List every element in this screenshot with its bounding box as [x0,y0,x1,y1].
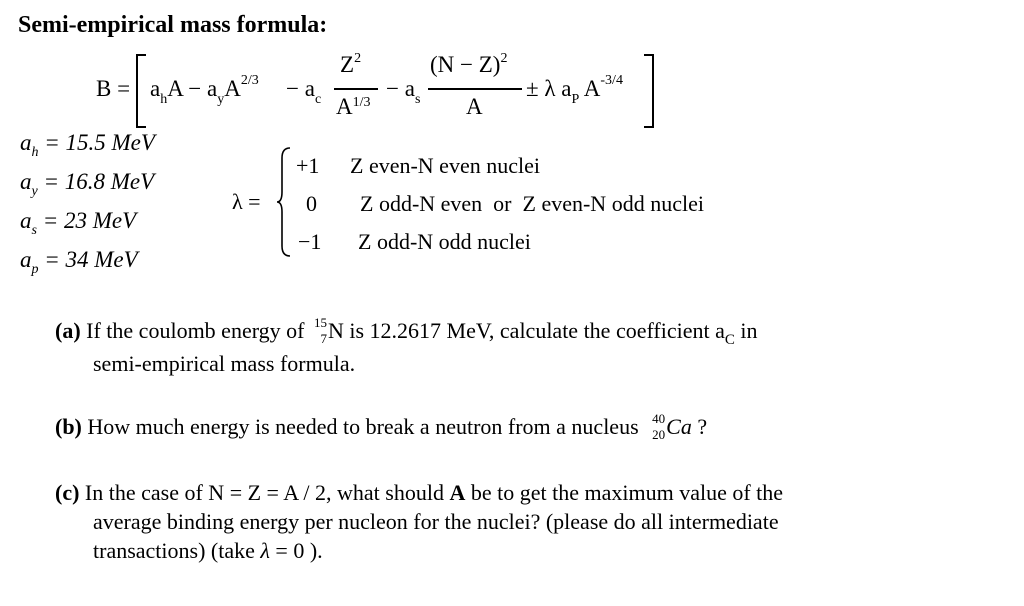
question-c: (c) In the case of N = Z = A / 2, what should A be to get the maximum value of the average binding energy per nucleon for the nuclei? (please do all intermediate transactions) (take λ = 0 ). [55,478,935,565]
mass-formula [96,48,656,132]
coef-ah: $a_h = 15.5$ MeV [20,130,155,160]
lambda-lhs: λ = [232,189,261,214]
case-value-2: 0 [306,191,317,216]
question-c-line2: average binding energy per nucleon for the nuclei? (please do all intermediate [93,509,779,534]
question-c-label: (c) [55,480,80,505]
nuclide-ca40: 40 20 [652,411,666,442]
term-pairing: ± λ $a_P$ $A^{-3/4}$ [526,73,623,107]
case-desc-2: Z odd-N even or Z even-N odd nuclei [360,191,704,216]
frac2-line [428,88,522,90]
coef-ay: $a_y = 16.8$ MeV [20,169,155,199]
coef-ap: $a_p = 34$ MeV [20,247,138,277]
left-bracket [136,54,146,128]
question-a: (a) If the coulomb energy of 15 7 N is 12.2617 MeV, calculate the coefficient $a_C$ in semi-empirical mass formula. [55,316,935,379]
question-a-line2: semi-empirical mass formula. [93,351,356,376]
nuclide-n15: 15 7 [313,315,327,346]
term-surface-coef: − $a_s$ [386,76,421,107]
question-b: (b) How much energy is needed to break a neutron from a nucleus 40 20 Ca ? [55,411,708,442]
frac1-line [334,88,378,90]
question-b-label: (b) [55,414,82,439]
case-desc-3: Z odd-N odd nuclei [358,229,531,254]
question-a-label: (a) [55,318,81,343]
case-desc-1: Z even-N even nuclei [350,153,540,178]
curly-brace-icon [276,146,292,258]
coef-as: $a_s = 23$ MeV [20,208,137,238]
term-coulomb-coef: − $a_c$ [286,76,322,107]
case-value-1: +1 [296,153,320,178]
frac2-num: $(N - Z)^2$ [430,51,508,77]
section-title: Semi-empirical mass formula: [18,12,328,38]
frac1-num: $Z^2$ [340,51,362,77]
frac1-den: $A^{1/3}$ [336,94,371,119]
term-volume: $a_hA - a_yA^{2/3}$ [150,73,259,107]
formula-lhs: B = [96,76,131,101]
frac2-den: A [466,94,483,119]
right-bracket [644,54,654,128]
case-value-3: −1 [298,229,322,254]
question-c-line3: transactions) (take λ = 0 ). [93,538,323,563]
